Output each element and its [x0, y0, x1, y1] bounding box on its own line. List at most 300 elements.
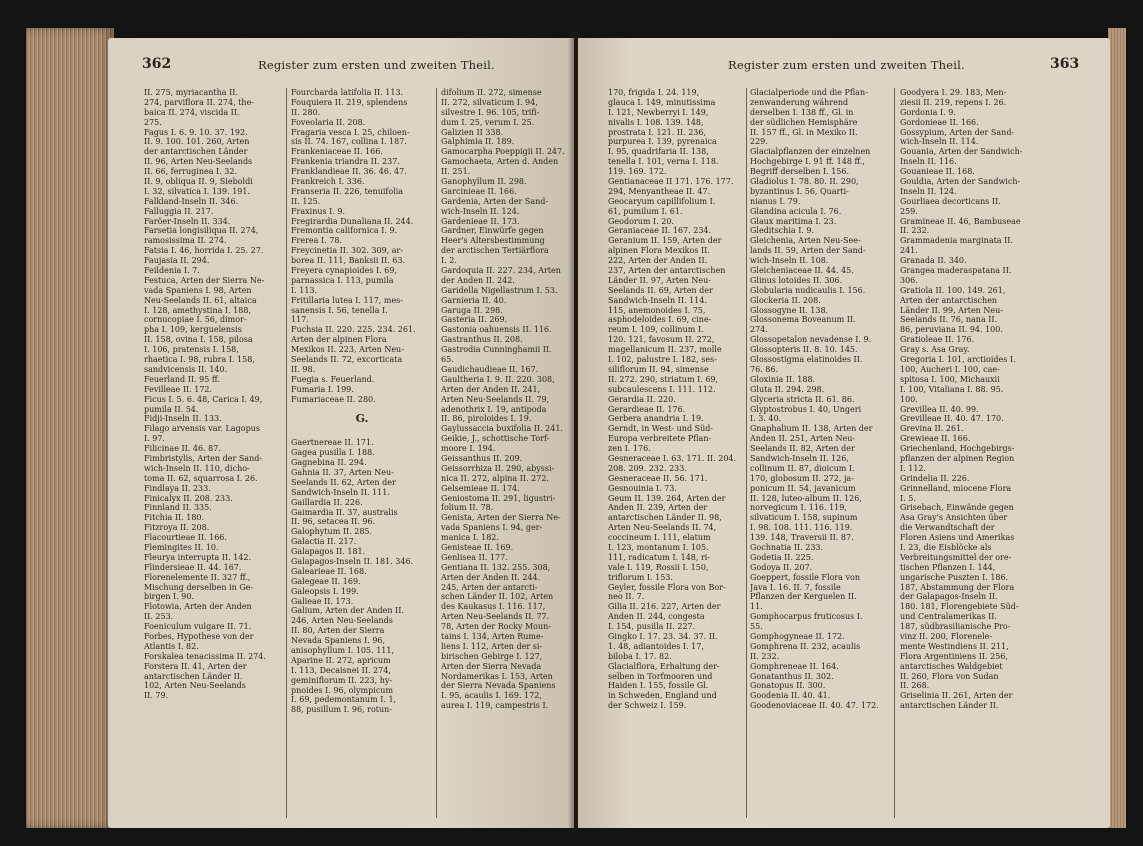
index-line: die Verwandtschaft der [900, 523, 995, 533]
index-line: Seelands II. 76, nana II. [900, 315, 998, 325]
index-line: Glacialperiode und die Pflan- [750, 88, 868, 97]
index-line: Glyceria stricta II. 61. 86. [750, 394, 855, 404]
index-line: Fimbristylis, Arten der Sand- [144, 453, 263, 463]
index-line: triflorum I. 153. [608, 572, 673, 582]
index-line: 55. [750, 622, 763, 632]
index-line: Gray s. Asa Gray. [900, 345, 970, 355]
index-line: manica I. 182. [441, 533, 499, 543]
index-line: der Schweiz I. 159. [608, 701, 687, 711]
index-line: 241. [900, 246, 918, 256]
index-line: Fuegia s. Feuerland. [291, 374, 375, 384]
index-line: ungarische Puszten I. 186. [900, 572, 1009, 582]
index-line: Arten der antarctischen [900, 295, 998, 305]
index-line: Gomphogyneae II. 172. [750, 631, 845, 641]
index-line: pflanzen der alpinen Region [900, 453, 1015, 463]
index-line: Gloxinia II. 188. [750, 374, 816, 384]
index-line: Floren Asiens und Amerikas [900, 533, 1015, 543]
index-line: Asa Gray's Ansichten über [900, 513, 1008, 523]
index-line: Gahnia II. 37, Arten Neu- [291, 467, 394, 477]
index-line: I. 23, die Eisblöcke als [900, 542, 992, 552]
index-line: Grammadenia marginata II. [900, 236, 1013, 246]
index-line: Grewieae II. 166. [900, 434, 971, 444]
index-line: Gourliaea decorticans II. [900, 196, 1001, 206]
index-line: Gnaphalium II. 138, Arten der [750, 424, 873, 434]
index-line: Filicinae II. 46. 87. [144, 444, 221, 454]
index-line: Forbes, Hypothese von der [144, 631, 254, 641]
index-line: 259. [900, 206, 918, 216]
index-line: moore I. 194. [441, 444, 496, 454]
index-line: II. 96, Arten Neu-Seelands [144, 157, 253, 167]
index-line: I. 113, Decaisnei II. 274, [291, 665, 391, 675]
index-line: Arten Neu-Seelands II. 79, [441, 394, 550, 404]
index-line: tenella I. 101, verna I. 118. [608, 157, 719, 167]
index-line: Galieae II. 173. [291, 596, 354, 606]
index-line: wich-Inseln II. 114. [900, 137, 979, 147]
index-line: Gramineae II. 46, Bambuseae [900, 216, 1021, 226]
index-line: parnassica I. 113, pumila [291, 275, 394, 285]
index-line: tischen Pflanzen I. 144, [900, 562, 996, 572]
index-line: Haiden I. 155, fossile Gl. [608, 681, 709, 691]
index-line: 294, Menyantheae II. 47. [608, 186, 711, 196]
index-line: Granada II. 340. [900, 256, 967, 266]
index-line: vinz II. 200, Florenele- [900, 631, 993, 641]
index-line: II. 232. [900, 226, 930, 236]
index-line: Garidella Nigellastrum I. 53. [441, 285, 558, 295]
index-line: Arten Neu-Seelands II. 74, [608, 523, 717, 533]
index-line: 65. [441, 355, 454, 365]
index-line: birgen I. 90. [144, 592, 195, 602]
index-line: Geyler, fossile Flora von Bor- [608, 582, 726, 592]
index-line: der antarctischen Länder [144, 147, 248, 157]
running-header: Register zum ersten und zweiten Theil. [728, 58, 965, 72]
index-line: Flotowia, Arten der Anden [144, 602, 252, 612]
index-line: Galegeae II. 169. [291, 576, 361, 586]
index-line: Godoya II. 207. [750, 562, 813, 572]
index-line: Glockeria II. 208. [750, 295, 821, 305]
column-rule [746, 88, 747, 818]
index-line: der Galapagos-Inseln II. [900, 592, 998, 602]
index-line: prostrata I. 121. II. 236, [608, 127, 707, 137]
index-line: Gratiola II. 100. 149. 261, [900, 285, 1006, 295]
index-line: 88, pusillum I. 96, rotun- [291, 705, 392, 715]
index-line: Fritillaria lutea I. 117, mes- [291, 295, 403, 305]
index-line: I. 2. [441, 256, 457, 266]
index-line: 229. [750, 137, 768, 147]
index-line: der Anden II. 242. [441, 275, 515, 285]
index-line: Anden II. 239, Arten der [608, 503, 708, 513]
index-line: Arten der Anden II. 241, [441, 384, 541, 394]
index-line: Gasteria II. 269. [441, 315, 508, 325]
index-line: glauca I. 149, minutissima [608, 97, 716, 107]
index-line: der Sierra Nevada Spaniens [441, 681, 556, 691]
index-line: Fremontia californica I. 9. [291, 226, 398, 236]
index-line: Flacourtieae II. 166. [144, 533, 227, 543]
index-line: aurea I. 119, campestris I. [441, 701, 549, 711]
index-line [291, 428, 433, 438]
index-line: Gesnouinia I. 73. [608, 483, 677, 493]
index-line: 78, Arten der Rocky Moun- [441, 622, 551, 632]
index-line: sanensis I. 56, tenella I. [291, 305, 388, 315]
index-line: I. 128, amethystina I. 188, [144, 305, 251, 315]
index-line: II. 158, ovina I. 158, pilosa [144, 335, 253, 345]
index-line: Galium, Arten der Anden II. [291, 606, 404, 616]
column-rule [286, 88, 287, 818]
index-column [441, 88, 573, 820]
index-line: magellanicum II. 237, molle [608, 345, 722, 355]
index-line: I. 123, montanum I. 105. [608, 542, 709, 552]
index-line: birischen Gebirge I. 127, [441, 651, 543, 661]
index-line: Seelands II. 62, Arten der [291, 477, 396, 487]
index-line: II. 253. [144, 612, 174, 622]
index-line: spitosa I. 100, Michauxii [900, 374, 1000, 384]
index-line: antarctischen Länder II. [144, 671, 243, 681]
index-line: Forskalea tenacissima II. 274. [144, 651, 266, 661]
index-line: ziesii II. 219, repens I. 26. [900, 97, 1007, 107]
index-line: II. 272, silvaticum I. 94, [441, 97, 538, 107]
index-line: difolium II. 272, simense [441, 88, 542, 97]
index-line: II. 98. [291, 364, 316, 374]
index-line: Goeppert, fossile Flora von [750, 572, 860, 582]
index-line: pnoides I. 96, olympicum [291, 685, 394, 695]
page-edges-left [26, 28, 114, 828]
index-line: Gladiolus I. 78. 80. II. 290, [750, 177, 859, 187]
index-line: II. 66, ferruginea I. 32. [144, 167, 238, 177]
index-line: Gaudichaudieae II. 167. [441, 364, 539, 374]
index-line: II. 128, luteo-album II. 126, [750, 493, 862, 503]
index-line: Inseln II. 124. [900, 186, 957, 196]
index-line: Galactia II. 217. [291, 537, 357, 547]
index-line: Genlisea II. 177. [441, 552, 508, 562]
index-line: II. 251. [441, 167, 471, 177]
index-line: Finicalyx II. 208. 233. [144, 493, 233, 503]
index-line: Glyptostrobus I. 40, Ungeri [750, 404, 862, 414]
index-line: tains I. 134, Arten Rume- [441, 631, 544, 641]
index-line: Hochgebirge I. 91 ff. 148 ff., [750, 157, 865, 167]
index-line: Gonatopus II. 300. [750, 681, 826, 691]
index-line: Gordonia I. 9. [900, 107, 956, 117]
index-line: Gouldia, Arten der Sandwich- [900, 177, 1021, 187]
index-line: Geraniaceae II. 167. 234. [608, 226, 712, 236]
index-line: Ganophyllum II. 298. [441, 177, 527, 187]
index-line: Aparine II. 272, apricum [291, 655, 391, 665]
index-line: vale I. 119, Rossii I. 150, [608, 562, 709, 572]
index-line: Mexikos II. 223, Arten Neu- [291, 345, 404, 355]
index-line: Geikie, J., schottische Torf- [441, 434, 550, 444]
index-line: I. 97. [144, 434, 165, 444]
index-line: Sandwich-Inseln II. 114. [608, 295, 707, 305]
index-line: II. 275, myriacantha II. [144, 88, 238, 97]
index-line: Gleichenia, Arten Neu-See- [750, 236, 861, 246]
index-line: I. 98. 108. 111. 116. 119. [750, 523, 853, 533]
index-line: Gentiana II. 132. 255. 308, [441, 562, 551, 572]
index-line: Fourcharda latifolia II. 113. [291, 88, 404, 97]
index-line: Frerea I. 78. [291, 236, 342, 246]
index-line: 139. 148, Traversii II. 87. [750, 533, 854, 543]
column-rule [894, 88, 895, 818]
index-line: Glossopteris II. 8. 10. 145. [750, 345, 858, 355]
index-column [291, 88, 433, 820]
index-line: Grindelia II. 226. [900, 473, 970, 483]
index-line: 237, Arten der antarctischen [608, 266, 726, 276]
index-line: Grevilleae II. 40. 47. 170. [900, 414, 1004, 424]
index-line: Atlantis I. 82. [144, 641, 199, 651]
index-line: pha I. 109, kerguelensis [144, 325, 242, 335]
index-line: Gardenia, Arten der Sand- [441, 196, 549, 206]
index-line: borea II. 111, Banksii II. 63. [291, 256, 406, 266]
index-line: Gouania, Arten der Sandwich- [900, 147, 1023, 157]
page-number: 363 [1050, 56, 1080, 72]
index-line: 275. [144, 117, 162, 127]
index-line: zen I. 176. [608, 444, 651, 454]
index-line: Gleditschia I. 9. [750, 226, 815, 236]
index-line: Gardner, Einwürfe gegen [441, 226, 544, 236]
index-line: siliflorum II. 94, simense [608, 364, 709, 374]
index-line: geminiflorum II. 223, hy- [291, 675, 393, 685]
index-line: 119. 169. 172. [608, 167, 667, 177]
index-line: Frankeniaceae II. 166. [291, 147, 383, 157]
index-line: Farsetia longisiliqua II. 274, [144, 226, 259, 236]
index-line: Fragaria vesca I. 25, chiloen- [291, 127, 410, 137]
index-line: Gomphocarpus fruticosus I. [750, 612, 863, 622]
index-line: Gastonia oahuensis II. 116. [441, 325, 552, 335]
index-line: II. 272. 290, striatum I. 69, [608, 374, 719, 384]
index-line: 306. [900, 275, 918, 285]
index-line: anisophyllum I. 105. 111, [291, 645, 395, 655]
index-line: Gleicheniaceae II. 44. 45. [750, 266, 854, 276]
index-column [608, 88, 744, 820]
index-line: Gerardia II. 220. [608, 394, 676, 404]
left-page [108, 38, 574, 828]
index-line: reum I. 109, collinum I. [608, 325, 704, 335]
index-line: I. 106, pratensis I. 158, [144, 345, 239, 355]
index-line: 115, anemonoides I. 75, [608, 305, 706, 315]
index-line: Java I. 16. II. 7, fossile [750, 582, 841, 592]
index-line: Arten der Sierra Nevada [441, 661, 542, 671]
index-line: Galophytum II. 285. [291, 527, 373, 537]
index-line: Gaultheria I. 9. II. 220. 308, [441, 374, 555, 384]
index-line: Geranium II. 159, Arten der [608, 236, 722, 246]
index-line: II. 260, Flora von Sudan [900, 671, 999, 681]
index-line: wich-Inseln II. 110, dicho- [144, 463, 250, 473]
index-line: 187, südbrasilianische Pro- [900, 622, 1011, 632]
index-line: Garuga II. 298. [441, 305, 503, 315]
index-line: Festuca, Arten der Sierra Ne- [144, 275, 265, 285]
index-line: Foeniculum vulgare II. 71. [144, 622, 252, 632]
index-line: Gesneraceae II. 56. 171. [608, 473, 708, 483]
index-line: I. 154, pusilla II. 227. [608, 622, 696, 632]
index-line: Flora Argentiniens II. 256, [900, 651, 1008, 661]
index-line: Griselinia II. 261, Arten der [900, 691, 1013, 701]
index-line: Frankenia triandra II. 237. [291, 157, 400, 167]
index-line: Gardoquia II. 227. 234, Arten [441, 266, 561, 276]
index-line: norvegicum I. 116. 119, [750, 503, 847, 513]
index-line: Franklandieae II. 36. 46. 47. [291, 167, 407, 177]
index-line: II. 96, setacea II. 96. [291, 517, 376, 527]
index-line: 100, Aucheri I. 100, cae- [900, 364, 1000, 374]
index-line: 208. 209. 232. 233. [608, 463, 687, 473]
index-line: Geissorrhiza II. 290, abyssi- [441, 463, 555, 473]
index-line: sandvicensis II. 140. [144, 364, 228, 374]
index-line: 11. [750, 602, 763, 612]
index-line: rhaetica I. 98, rubra I. 158, [144, 355, 255, 365]
index-line: Fuchsia II. 220. 225. 234. 261. [291, 325, 416, 335]
index-line: Glossonema Boveanum II. [750, 315, 856, 325]
index-line: Geum II. 139. 264, Arten der [608, 493, 726, 503]
index-line: Goodenoviaceae II. 40. 47. 172. [750, 701, 879, 711]
index-line: collinum II. 87, dioicum I. [750, 463, 855, 473]
index-line: vada Spaniens I. 98, Arten [144, 285, 252, 295]
index-line: 86, peruviana II. 94. 100. [900, 325, 1003, 335]
index-line: Glossopetalon nevadense I. 9. [750, 335, 872, 345]
index-line: Feildenia I. 7. [144, 266, 200, 276]
index-line: Faujasia II. 294. [144, 256, 210, 266]
index-line: antarctischen Länder II. 98, [608, 513, 722, 523]
index-line: 180. 181, Florengebiete Süd- [900, 602, 1019, 612]
index-line: lands II. 59, Arten der Sand- [750, 246, 866, 256]
index-line: Heer's Altersbestimmung [441, 236, 545, 246]
index-line: Galphimia II. 189. [441, 137, 515, 147]
index-line: Fitzroya II. 208. [144, 523, 210, 533]
index-line: Genisteae II. 169. [441, 542, 514, 552]
index-line: Feuerland II. 95 ff. [144, 374, 220, 384]
index-line: mente Westindiens II. 211, [900, 641, 1009, 651]
index-line: Falluggia II. 217. [144, 206, 214, 216]
page-edges-right [1108, 28, 1126, 828]
index-line: Fleurya interrupta II. 142. [144, 552, 251, 562]
index-line: II. 79. [144, 691, 169, 701]
index-line: Länder II. 97, Arten Neu- [608, 275, 711, 285]
index-line: adenothrix I. 19, antipoda [441, 404, 547, 414]
index-line: Grinnelland, miocene Flora [900, 483, 1012, 493]
index-line: Frankreich I. 336. [291, 177, 365, 187]
index-line: Falkland-Inseln II. 346. [144, 196, 239, 206]
index-line: Florenelemente II. 327 ff., [144, 572, 251, 582]
index-line: I. 32, silvatica I. 139. 191. [144, 186, 251, 196]
index-line: folium II. 78. [441, 503, 494, 513]
index-line: vada Spaniens I. 94, ger- [441, 523, 543, 533]
index-line: Anden II. 251, Arten Neu- [750, 434, 856, 444]
index-line: Nordamerikas I. 153, Arten [441, 671, 553, 681]
index-line: Gaimardia II. 37, australis [291, 507, 398, 517]
index-line: Globularia nudicaulis I. 156. [750, 285, 866, 295]
index-line: Gerardieae II. 176. [608, 404, 686, 414]
index-line: Glossostigma elatinoides II. [750, 355, 863, 365]
index-line: Flindersieae II. 44. 167. [144, 562, 242, 572]
page-number: 362 [142, 56, 172, 72]
index-line: Fatsia I. 46, horrida I. 25. 27. [144, 246, 264, 256]
index-column [750, 88, 890, 820]
index-line: silvestre I. 96. 105, trifi- [441, 107, 540, 117]
index-line: 187, Abstammung der Flora [900, 582, 1015, 592]
index-line: Grangea maderaspatana II. [900, 266, 1012, 276]
column-rule [436, 88, 437, 818]
index-line: Geniostoma II. 291, ligustri- [441, 493, 556, 503]
index-line: ramosissima II. 274. [144, 236, 227, 246]
index-line: liens I. 112, Arten der si- [441, 641, 543, 651]
index-line: Fregirardia Dunaliana II. 244. [291, 216, 414, 226]
index-line: Arten Neu-Seelands II. 77. [441, 612, 550, 622]
index-line: Gelsemieae II. 174. [441, 483, 520, 493]
index-line: Gentianaceae II 171. 176. 177. [608, 177, 734, 187]
index-column [900, 88, 1040, 820]
index-line: II. 9. 100. 101. 260, Arten [144, 137, 250, 147]
index-line: II. 232. [750, 651, 780, 661]
index-line: biloba I. 17. 82. [608, 651, 672, 661]
index-line: Griechenland, Hochgebirgs- [900, 444, 1015, 454]
index-line: Gardenieae II. 173. [441, 216, 520, 226]
index-line: antarctisches Waldgebiet [900, 661, 1003, 671]
index-line: Glacialflora, Erhaltung der- [608, 661, 720, 671]
index-line: Gaillardia II. 226. [291, 497, 363, 507]
index-line: der südlichen Hemisphäre [750, 117, 858, 127]
index-line: nivalis I. 108. 139. 148, [608, 117, 704, 127]
index-line: Gamochaeta, Arten d. Anden [441, 157, 559, 167]
index-line: Gesneraceae I. 63. 171. II. 204. [608, 453, 737, 463]
index-line: I. 3. 40. [750, 414, 782, 424]
index-line: II. 268. [900, 681, 930, 691]
index-line: Finnland II. 335. [144, 503, 212, 513]
index-line: Gochnatia II. 233. [750, 542, 824, 552]
index-line: Seelands II. 72, excorticata [291, 355, 403, 365]
index-line: II. 125. [291, 196, 321, 206]
index-line: Gregoria I. 101, arctioides I. [900, 355, 1016, 365]
index-line: Inseln II. 116. [900, 157, 957, 167]
index-line: Grisebach, Einwände gegen [900, 503, 1014, 513]
index-line: coccineum I. 111, elatum [608, 533, 711, 543]
index-line: Gastrodia Cunninghamii II. [441, 345, 552, 355]
index-line: Fagus I. 6. 9. 10. 37. 192. [144, 127, 248, 137]
index-line: Glossogyne II. 138. [750, 305, 829, 315]
index-line: wich-Inseln II. 124. [441, 206, 520, 216]
index-line: Gaertnereae II. 171. [291, 438, 374, 448]
index-line: Fumaria I. 199. [291, 384, 354, 394]
index-line: Fumariaceae II. 280. [291, 394, 376, 404]
index-line: Geodorum I. 20. [608, 216, 674, 226]
index-line: Gastranthus II. 208. [441, 335, 523, 345]
index-line: II. 80, Arten der Sierra [291, 626, 385, 636]
index-line: I. 112. [900, 463, 927, 473]
index-line: Faröer-Inseln II. 334. [144, 216, 231, 226]
index-line: Freycinetia II. 302. 309, ar- [291, 246, 404, 256]
index-line: Flemingites II. 10. [144, 542, 219, 552]
index-line: G. [355, 412, 369, 426]
index-line: Freyera cynapioides I. 69, [291, 266, 397, 276]
index-line: toma II. 62, squarrosa I. 26. [144, 473, 258, 483]
index-line: alpinen Flora Mexikos II. [608, 246, 710, 256]
index-line: Länder II. 99, Arten Neu- [900, 305, 1003, 315]
index-line: in Schweden, England und [608, 691, 717, 701]
index-line: Galearieae II. 168. [291, 566, 367, 576]
index-line: Gagea pusilla I. 188. [291, 448, 375, 458]
index-line: Fraxinus I. 9. [291, 206, 346, 216]
index-line: II. 280. [291, 107, 321, 117]
index-line: Verbreitungsmittel der ore- [900, 552, 1012, 562]
index-line: nianus I. 79. [750, 196, 801, 206]
index-line: Genista, Arten der Sierra Ne- [441, 513, 561, 523]
index-line: der arctischen Tertiärflora [441, 246, 549, 256]
index-line: 61, pumilum I. 61. [608, 206, 683, 216]
index-line: I. 95, acaulis I. 169. 172, [441, 691, 542, 701]
index-line: baica II. 274, viscida II. [144, 107, 240, 117]
index-line: 170, frigida I. 24. 119, [608, 88, 700, 97]
index-line: Foveolaria II. 208. [291, 117, 366, 127]
index-line: 246, Arten Neu-Seelands [291, 616, 393, 626]
index-line: des Kaukasus I. 116. 117, [441, 602, 546, 612]
index-line: II. 86, piroloides I. 19. [441, 414, 532, 424]
index-line: Filago arvensis var. Lagopus [144, 424, 260, 434]
index-line: Galeopsis I. 199. [291, 586, 359, 596]
index-line: Gratioleae II. 176. [900, 335, 975, 345]
